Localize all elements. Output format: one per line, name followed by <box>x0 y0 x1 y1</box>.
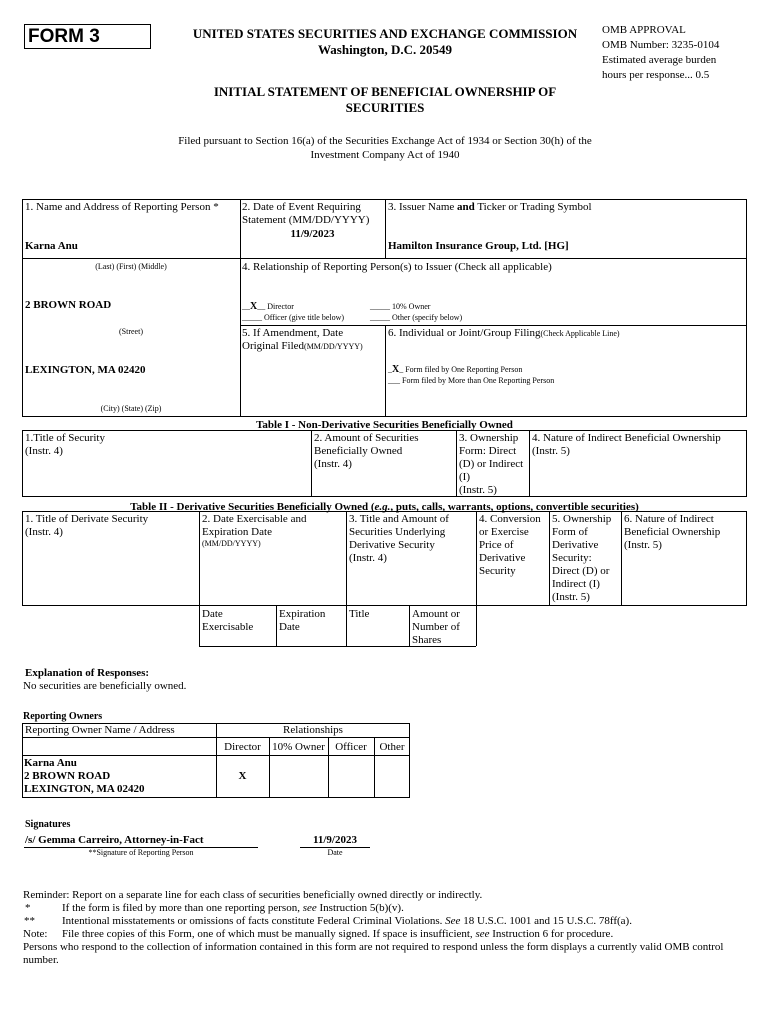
fn2-pre: Intentional misstatements or omissions of facts constitute Federal Criminal Violations. <box>62 915 446 927</box>
note-mark: Note: <box>23 928 48 940</box>
box5-label-line: 5. If Amendment, Date <box>242 327 344 339</box>
divider <box>240 325 747 326</box>
owner-row-line: Karna Anu <box>24 757 77 769</box>
t2-sub-line: Date <box>279 621 300 633</box>
box2-label-line: Statement (MM/DD/YYYY) <box>242 214 370 226</box>
agency-name: UNITED STATES SECURITIES AND EXCHANGE COMMISSION <box>192 26 578 41</box>
group-filer-option[interactable]: ___ Form filed by More than One Reporting Person <box>388 376 555 385</box>
t1-col-line: (I) <box>459 471 470 483</box>
divider <box>346 511 347 646</box>
t2-sub-amount <box>412 608 460 647</box>
director-blank: __ <box>242 302 250 311</box>
reporting-person-city: LEXINGTON, MA 02420 <box>25 364 146 376</box>
t1-col-ownership <box>459 432 523 497</box>
divider <box>276 606 277 646</box>
t2-sub-line: Number of <box>412 621 460 633</box>
t2-col-line: (Instr. 5) <box>552 591 590 603</box>
t2-sub-date-exercisable <box>202 608 253 634</box>
filed-pursuant <box>100 134 670 162</box>
t2-col-line: Security: <box>552 552 592 564</box>
t2-col-line: Indirect (I) <box>552 578 600 590</box>
t1-col-nature <box>532 432 721 458</box>
t2-title-pre: Table II - Derivative Securities Beneficially Owned ( <box>130 501 375 513</box>
omb-line: hours per response... 0.5 <box>602 69 710 81</box>
footnote-star-mark: * <box>25 902 31 914</box>
divider <box>385 325 386 417</box>
fn2-post: 18 U.S.C. 1001 and 15 U.S.C. 78ff(a). <box>460 915 632 927</box>
t2-col-line: 1. Title of Derivate Security <box>25 513 149 525</box>
t2-sub-line: Date <box>202 608 223 620</box>
box6-label-small: (Check Applicable Line) <box>540 329 620 338</box>
t2-col-ownership <box>552 513 611 604</box>
t2-col-line: Direct (D) or <box>552 565 610 577</box>
t1-col-line: (Instr. 4) <box>314 458 352 470</box>
director-text: __ Director <box>257 302 294 311</box>
t2-sub-title: Title <box>349 608 370 620</box>
footnote-double-star-mark: ** <box>24 915 35 927</box>
t1-col-line: (Instr. 5) <box>459 484 497 496</box>
city-caption: (City) (State) (Zip) <box>100 404 162 413</box>
t2-col-line: Derivative Security <box>349 539 435 551</box>
t2-sub-line: Expiration <box>279 608 326 620</box>
owner-row-line: LEXINGTON, MA 02420 <box>24 783 145 795</box>
omb-line: OMB Number: 3235-0104 <box>602 39 720 51</box>
director-checkbox[interactable] <box>242 302 294 312</box>
single-filer-text: _ Form filed by One Reporting Person <box>399 365 523 374</box>
t2-col-line: Securities Underlying <box>349 526 446 538</box>
t2-col-line: Derivative <box>479 552 526 564</box>
note-see: see <box>475 928 490 940</box>
t2-col-dates <box>202 513 306 549</box>
box3-label-post: Ticker or Trading Symbol <box>474 201 592 213</box>
divider <box>529 430 530 497</box>
t1-col-line: 1.Title of Security <box>25 432 105 444</box>
box5-label <box>242 327 363 353</box>
reporting-person-street: 2 BROWN ROAD <box>25 299 112 311</box>
footnote-double-star-text <box>62 915 632 928</box>
filed-line: Filed pursuant to Section 16(a) of the Securities Exchange Act of 1934 or Section 30(h) of the <box>178 135 592 147</box>
box5-label-small: (MM/DD/YYYY) <box>304 342 363 351</box>
name-caption: (Last) (First) (Middle) <box>95 262 167 271</box>
t2-col-line: Expiration Date <box>202 526 272 538</box>
omb-approval <box>602 24 762 82</box>
t1-col-title <box>25 432 105 458</box>
t2-col-line: Beneficial Ownership <box>624 526 721 538</box>
owners-col-director: Director <box>224 741 261 753</box>
director-mark: X <box>250 301 258 312</box>
t2-col-line: Security <box>479 565 516 577</box>
explanation-text: No securities are beneficially owned. <box>23 680 187 692</box>
t2-sub-expiration <box>279 608 325 634</box>
divider <box>621 511 622 606</box>
t2-col-line: 2. Date Exercisable and <box>202 513 307 525</box>
omb-line: OMB APPROVAL <box>602 24 686 36</box>
t2-col-line: (Instr. 4) <box>25 526 63 538</box>
owners-heading: Reporting Owners <box>23 711 103 722</box>
street-caption: (Street) <box>119 327 143 336</box>
owner-row-line: 2 BROWN ROAD <box>24 770 111 782</box>
t2-col-nature <box>624 513 720 552</box>
fn1-pre: If the form is filed by more than one reporting person, <box>62 902 303 914</box>
box5-label-text: Original Filed <box>242 340 305 352</box>
t2-col-line: Price of <box>479 539 514 551</box>
officer-checkbox[interactable]: _____ Officer (give title below) <box>242 313 345 322</box>
filed-line: Investment Company Act of 1940 <box>310 149 460 161</box>
t1-col-line: Form: Direct <box>459 445 517 457</box>
divider <box>199 511 200 646</box>
signature-date: 11/9/2023 <box>312 834 357 846</box>
t1-col-line: Beneficially Owned <box>314 445 403 457</box>
t2-col-small: (MM/DD/YYYY) <box>202 539 261 548</box>
t2-col-line: or Exercise <box>479 526 529 538</box>
form-title-line: SECURITIES <box>345 100 425 115</box>
form-label: FORM 3 <box>28 26 100 47</box>
owners-col-name: Reporting Owner Name / Address <box>25 724 175 736</box>
t2-col-underlying <box>349 513 449 565</box>
note-post: Instruction 6 for procedure. <box>489 928 614 940</box>
omb-line: Estimated average burden <box>602 54 717 66</box>
issuer-name: Hamilton Insurance Group, Ltd. [HG] <box>388 240 569 252</box>
other-checkbox[interactable]: _____ Other (specify below) <box>370 313 463 322</box>
table1-title: Table I - Non-Derivative Securities Beneficially Owned <box>256 419 513 431</box>
t2-sub-line: Shares <box>412 634 442 646</box>
paperwork-line: Persons who respond to the collection of information contained in this form are not required to respond unless the form displays a currently valid OMB control <box>23 941 724 953</box>
form-title-line: INITIAL STATEMENT OF BENEFICIAL OWNERSHIP OF <box>213 84 557 99</box>
t1-col-line: 3. Ownership <box>459 432 519 444</box>
t1-col-line: 2. Amount of Securities <box>314 432 419 444</box>
owners-col-relationships: Relationships <box>283 724 343 736</box>
owners-col-officer: Officer <box>335 741 367 753</box>
t2-col-line: 3. Title and Amount of <box>349 513 449 525</box>
box4-label: 4. Relationship of Reporting Person(s) to Issuer (Check all applicable) <box>242 261 552 273</box>
note-pre: File three copies of this Form, one of which must be manually signed. If space is insufficient, <box>62 928 476 940</box>
t2-col-line: (Instr. 5) <box>624 539 662 551</box>
box6-label <box>388 327 620 340</box>
t2-col-line: Form of <box>552 526 588 538</box>
t1-col-line: 4. Nature of Indirect Beneficial Ownership <box>532 432 721 444</box>
divider <box>456 430 457 497</box>
box3-label-and: and <box>457 201 475 213</box>
t1-col-line: (Instr. 5) <box>532 445 570 457</box>
fn1-post: Instruction 5(b)(v). <box>316 902 404 914</box>
t2-title-eg: e.g. <box>374 501 391 513</box>
paperwork-line: number. <box>23 954 59 966</box>
reminder-text: Reminder: Report on a separate line for each class of securities beneficially owned directly or indirectly. <box>23 889 483 901</box>
owner-director-mark: X <box>238 770 247 782</box>
t1-col-line: (Instr. 4) <box>25 445 63 457</box>
divider <box>549 511 550 606</box>
t2-col-line: (Instr. 4) <box>349 552 387 564</box>
fn1-see: see <box>302 902 317 914</box>
t2-col-line: 6. Nature of Indirect <box>624 513 714 525</box>
box1-label: 1. Name and Address of Reporting Person * <box>25 201 219 213</box>
t2-title-post: , puts, calls, warrants, options, convertible securities) <box>390 501 639 513</box>
divider <box>409 606 410 646</box>
t1-col-amount <box>314 432 419 471</box>
t2-sub-line: Amount or <box>412 608 460 620</box>
t2-col-conversion <box>479 513 541 578</box>
form-label-box <box>24 24 151 49</box>
t2-sub-line: Exercisable <box>202 621 254 633</box>
box2-label <box>242 201 369 227</box>
owners-col-ten: 10% Owner <box>272 741 325 753</box>
t2-col-line: 4. Conversion <box>479 513 541 525</box>
divider <box>22 258 747 259</box>
ten-percent-owner-checkbox[interactable]: _____ 10% Owner <box>370 302 431 311</box>
single-filer-option[interactable] <box>388 365 522 375</box>
owners-col-other: Other <box>379 741 405 753</box>
divider <box>385 199 386 258</box>
reporting-person-name: Karna Anu <box>25 240 78 252</box>
t2-col-title <box>25 513 148 539</box>
t1-col-line: (D) or Indirect <box>459 458 524 470</box>
t2-col-line: Derivative <box>552 539 599 551</box>
agency-address: Washington, D.C. 20549 <box>318 42 452 57</box>
event-date: 11/9/2023 <box>290 228 335 240</box>
box3-label-pre: 3. Issuer Name <box>388 201 458 213</box>
single-filer-blank: _ <box>388 365 392 374</box>
box3-label <box>388 201 592 214</box>
form-title <box>150 84 620 116</box>
box2-label-line: 2. Date of Event Requiring <box>242 201 361 213</box>
signatures-heading: Signatures <box>25 819 71 830</box>
signer-caption: **Signature of Reporting Person <box>88 848 194 857</box>
divider <box>476 511 477 646</box>
single-filer-mark: X <box>392 364 400 375</box>
fn2-see: See <box>445 915 461 927</box>
divider <box>311 430 312 497</box>
t2-col-line: 5. Ownership <box>552 513 612 525</box>
owner-row-address <box>24 757 145 796</box>
signer-name: /s/ Gemma Carreiro, Attorney-in-Fact <box>25 834 204 846</box>
note-text <box>62 928 613 941</box>
footnote-star-text <box>62 902 404 915</box>
paperwork-notice <box>23 941 753 967</box>
date-caption: Date <box>327 848 343 857</box>
explanation-heading: Explanation of Responses: <box>25 667 150 679</box>
box6-label-text: 6. Individual or Joint/Group Filing <box>388 327 541 339</box>
box5-label-line2 <box>242 340 363 353</box>
